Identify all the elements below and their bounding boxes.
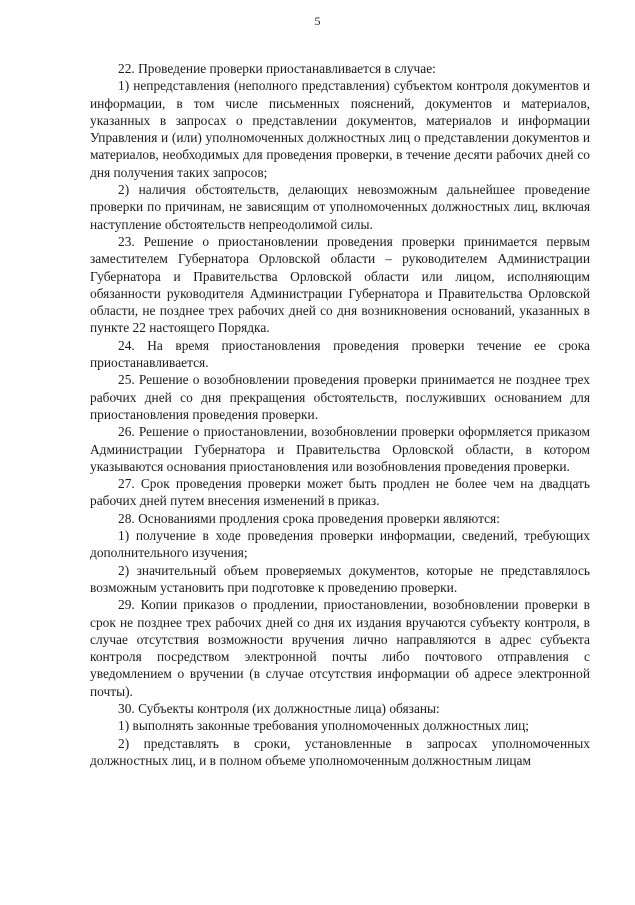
paragraph-30-item-2: 2) представлять в сроки, установленные в запросах уполномоченных должностных лиц, и в полном объеме уполномоченным должностным лицам: [90, 735, 590, 768]
paragraph-25: 25. Решение о возобновлении проведения проверки принимается не позднее трех рабочих дней со дня прекращения обстоятельств, послуживших основанием для приостановления проведения проверки.: [90, 372, 590, 422]
page-number: 5: [314, 14, 321, 28]
paragraph-27: 27. Срок проведения проверки может быть продлен не более чем на двадцать рабочих дней путем внесения изменений в приказ.: [90, 476, 590, 509]
paragraph-28-item-1: 1) получение в ходе проведения проверки информации, сведений, требующих дополнительного изучения;: [90, 528, 590, 561]
paragraph-28: 28. Основаниями продления срока проведения проверки являются:: [118, 510, 500, 526]
paragraph-23: 23. Решение о приостановлении проведения проверки принимается первым заместителем Губернатора Орловской области – руководителем Администрации Губернатора и Правительства Орловской области или лицом, исполняющим обязанности руководителя Администрации Губернатора и Правительства Орловской области, не позднее трех рабочих дней со дня возникновения оснований, указанных в пункте 22 настоящего Порядка.: [90, 233, 590, 336]
paragraph-30-item-1: 1) выполнять законные требования уполномоченных должностных лиц;: [118, 718, 530, 734]
paragraph-26: 26. Решение о приостановлении, возобновлении проверки оформляется приказом Администрации Губернатора и Правительства Орловской области, в котором указываются основания приостановления или возобновления проведения проверки.: [90, 424, 590, 474]
paragraph-30: 30. Субъекты контроля (их должностные лица) обязаны:: [118, 700, 440, 716]
paragraph-28-item-2: 2) значительный объем проверяемых документов, которые не представлялось возможным установить при подготовке к проведению проверки.: [90, 562, 590, 595]
paragraph-22-item-2: 2) наличия обстоятельств, делающих невозможным дальнейшее проведение проверки по причинам, не зависящим от уполномоченных должностных лиц, включая наступление обстоятельств непреодолимой силы.: [90, 182, 590, 232]
paragraph-29: 29. Копии приказов о продлении, приостановлении, возобновлении проверки в срок не позднее трех рабочих дней со дня их издания вручаются субъекту контроля, в случае отсутствия возможности вручения лично направляются в адрес субъекта контроля посредством электронной почты либо почтового отправления с уведомлением о вручении (в случае отсутствия информации об адресе электронной почты).: [90, 597, 590, 699]
paragraph-22: 22. Проведение проверки приостанавливается в случае:: [118, 61, 436, 76]
document-body: [90, 60, 590, 769]
paragraph-22-item-1: 1) непредставления (неполного представления) субъектом контроля документов и информации, в том числе письменных пояснений, документов и материалов, указанных в запросах о представлении документов, материалов и информации Управления и (или) уполномоченных должностных лиц о представлении документов и материалов, необходимых для проведения проверки, в течение десяти рабочих дней со дня получения таких запросов;: [90, 78, 590, 180]
paragraph-24: 24. На время приостановления проведения проверки течение ее срока приостанавливается.: [90, 337, 590, 371]
